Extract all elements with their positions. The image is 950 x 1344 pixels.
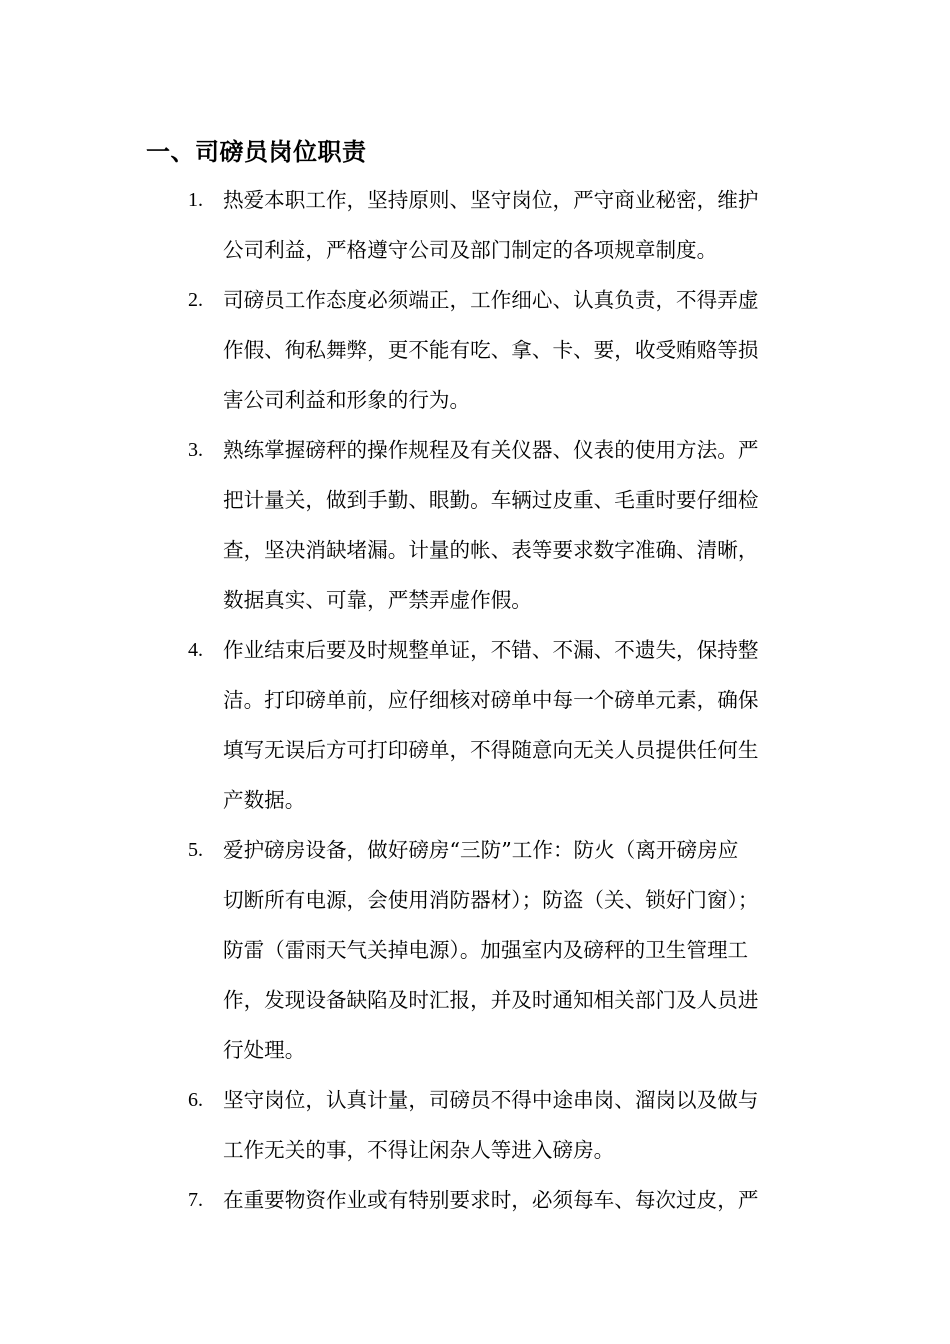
list-item <box>0 275 950 425</box>
item-text-line: 产数据。 <box>223 788 306 812</box>
item-text-line: 作业结束后要及时规整单证，不错、不漏、不遗失，保持整 <box>223 638 759 662</box>
item-text-line: 把计量关，做到手勤、眼勤。车辆过皮重、毛重时要仔细检 <box>223 488 759 512</box>
section-heading: 一、司磅员岗位职责 <box>146 138 367 166</box>
item-text-line: 司磅员工作态度必须端正，工作细心、认真负责，不得弄虚 <box>223 288 759 312</box>
item-text-line: 公司利益，严格遵守公司及部门制定的各项规章制度。 <box>223 238 718 262</box>
item-text-line: 在重要物资作业或有特别要求时，必须每车、每次过皮，严 <box>223 1188 759 1212</box>
item-text-line: 工作无关的事，不得让闲杂人等进入磅房。 <box>223 1138 615 1162</box>
item-number: 3. <box>188 439 203 461</box>
list-item <box>0 425 950 625</box>
item-text-line: 作，发现设备缺陷及时汇报，并及时通知相关部门及人员进 <box>223 988 759 1012</box>
item-number: 1. <box>188 189 203 211</box>
list-item <box>0 1175 950 1225</box>
item-text-line: 作假、徇私舞弊，更不能有吃、拿、卡、要，收受贿赂等损 <box>223 338 759 362</box>
duty-list <box>0 175 950 1225</box>
item-text-line: 坚守岗位，认真计量，司磅员不得中途串岗、溜岗以及做与 <box>223 1088 759 1112</box>
item-number: 6. <box>188 1089 203 1111</box>
item-number: 2. <box>188 289 203 311</box>
list-item <box>0 825 950 1075</box>
item-text-line: 切断所有电源，会使用消防器材）；防盗（关、锁好门窗）； <box>223 888 759 912</box>
item-text-line: 填写无误后方可打印磅单，不得随意向无关人员提供任何生 <box>223 738 759 762</box>
item-text-line: 数据真实、可靠，严禁弄虚作假。 <box>223 588 532 612</box>
item-text-line: 爱护磅房设备，做好磅房“三防”工作：防火（离开磅房应 <box>223 838 739 862</box>
item-text-line: 查，坚决消缺堵漏。计量的帐、表等要求数字准确、清晰， <box>223 538 759 562</box>
list-item <box>0 625 950 825</box>
list-item <box>0 175 950 275</box>
item-text-line: 洁。打印磅单前，应仔细核对磅单中每一个磅单元素，确保 <box>223 688 759 712</box>
item-text-line: 害公司利益和形象的行为。 <box>223 388 471 412</box>
list-item <box>0 1075 950 1175</box>
item-number: 4. <box>188 639 203 661</box>
item-text-line: 热爱本职工作，坚持原则、坚守岗位，严守商业秘密，维护 <box>223 188 759 212</box>
item-number: 7. <box>188 1189 203 1211</box>
item-number: 5. <box>188 839 203 861</box>
item-text-line: 防雷（雷雨天气关掉电源）。加强室内及磅秤的卫生管理工 <box>223 938 749 962</box>
item-text-line: 行处理。 <box>223 1038 306 1062</box>
item-text-line: 熟练掌握磅秤的操作规程及有关仪器、仪表的使用方法。严 <box>223 438 759 462</box>
